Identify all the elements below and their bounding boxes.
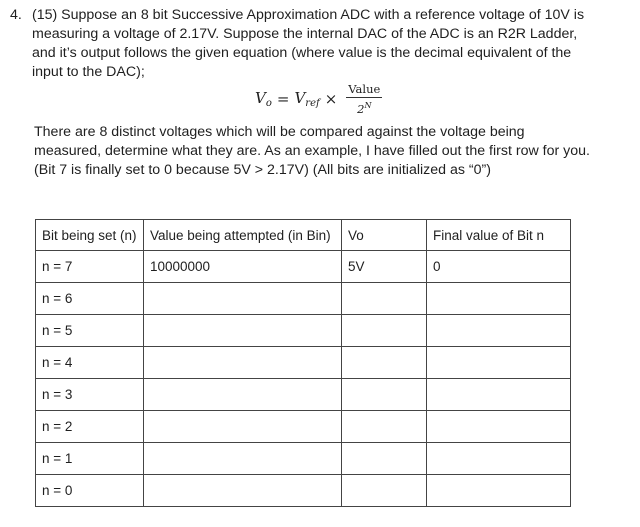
- cell-vo[interactable]: [342, 411, 427, 443]
- formula-fraction: [346, 83, 382, 116]
- cell-bit: n = 2: [36, 411, 144, 443]
- formula-times: ×: [324, 90, 338, 108]
- formula-numerator: Value: [348, 81, 381, 96]
- formula-vref: $V_{ref}$: [294, 89, 320, 109]
- table-row: [36, 315, 571, 347]
- cell-vo[interactable]: [342, 379, 427, 411]
- question-line: [10, 6, 630, 25]
- instructions-line-3: (Bit 7 is finally set to 0 because 5V > 2.17V) (All bits are initialized as “0”): [34, 162, 491, 178]
- cell-final[interactable]: [427, 347, 571, 379]
- cell-final[interactable]: [427, 379, 571, 411]
- table-row: [36, 347, 571, 379]
- cell-bit: n = 0: [36, 475, 144, 507]
- cell-final[interactable]: [427, 411, 571, 443]
- cell-value[interactable]: 10000000: [144, 251, 342, 283]
- cell-value[interactable]: [144, 443, 342, 475]
- question-text-line-3: and it’s output follows the given equation (where value is the decimal equivalent of the: [32, 45, 572, 61]
- cell-bit: n = 5: [36, 315, 144, 347]
- table-row: [36, 411, 571, 443]
- cell-value[interactable]: [144, 475, 342, 507]
- question-text-line-1: (15) Suppose an 8 bit Successive Approximation ADC with a reference voltage of 10V is: [32, 7, 585, 23]
- cell-bit: n = 4: [36, 347, 144, 379]
- question-number: 4.: [10, 7, 22, 23]
- table-row: [36, 251, 571, 283]
- instructions-line-2: measured, determine what they are. As an example, I have filled out the first row for you.: [34, 143, 590, 159]
- table-row: [36, 379, 571, 411]
- cell-bit: n = 1: [36, 443, 144, 475]
- cell-value[interactable]: [144, 283, 342, 315]
- cell-value[interactable]: [144, 315, 342, 347]
- cell-value[interactable]: [144, 347, 342, 379]
- cell-vo[interactable]: 5V: [342, 251, 427, 283]
- sar-table: [35, 219, 571, 507]
- header-final-value: Final value of Bit n: [427, 220, 571, 251]
- cell-final[interactable]: [427, 283, 571, 315]
- header-value-attempted: Value being attempted (in Bin): [144, 220, 342, 251]
- question-line: [10, 44, 630, 63]
- dac-output-formula: [255, 82, 382, 116]
- cell-final[interactable]: 0: [427, 251, 571, 283]
- cell-bit: n = 7: [36, 251, 144, 283]
- header-bit-being-set: Bit being set (n): [36, 220, 144, 251]
- formula-denominator: $2^N$: [357, 100, 372, 116]
- cell-vo[interactable]: [342, 443, 427, 475]
- cell-bit: n = 3: [36, 379, 144, 411]
- table-row: [36, 475, 571, 507]
- cell-bit: n = 6: [36, 283, 144, 315]
- question-line: [10, 63, 630, 82]
- fraction-bar: [346, 97, 382, 98]
- cell-value[interactable]: [144, 379, 342, 411]
- cell-vo[interactable]: [342, 283, 427, 315]
- table-header-row: [36, 220, 571, 251]
- cell-value[interactable]: [144, 411, 342, 443]
- cell-vo[interactable]: [342, 315, 427, 347]
- instructions-line-1: There are 8 distinct voltages which will be compared against the voltage being: [34, 124, 525, 140]
- header-vo: Vo: [342, 220, 427, 251]
- cell-vo[interactable]: [342, 475, 427, 507]
- formula-equals: =: [276, 90, 290, 108]
- table-row: [36, 283, 571, 315]
- cell-final[interactable]: [427, 475, 571, 507]
- cell-vo[interactable]: [342, 347, 427, 379]
- question-line: [10, 25, 630, 44]
- instructions-paragraph: [34, 123, 630, 180]
- formula-vo: $V_o$: [255, 89, 272, 109]
- cell-final[interactable]: [427, 315, 571, 347]
- table-row: [36, 443, 571, 475]
- question-text-line-2: measuring a voltage of 2.17V. Suppose the internal DAC of the ADC is an R2R Ladder,: [32, 26, 578, 42]
- question-block: [10, 6, 630, 82]
- question-text-line-4: input to the DAC);: [32, 64, 145, 80]
- cell-final[interactable]: [427, 443, 571, 475]
